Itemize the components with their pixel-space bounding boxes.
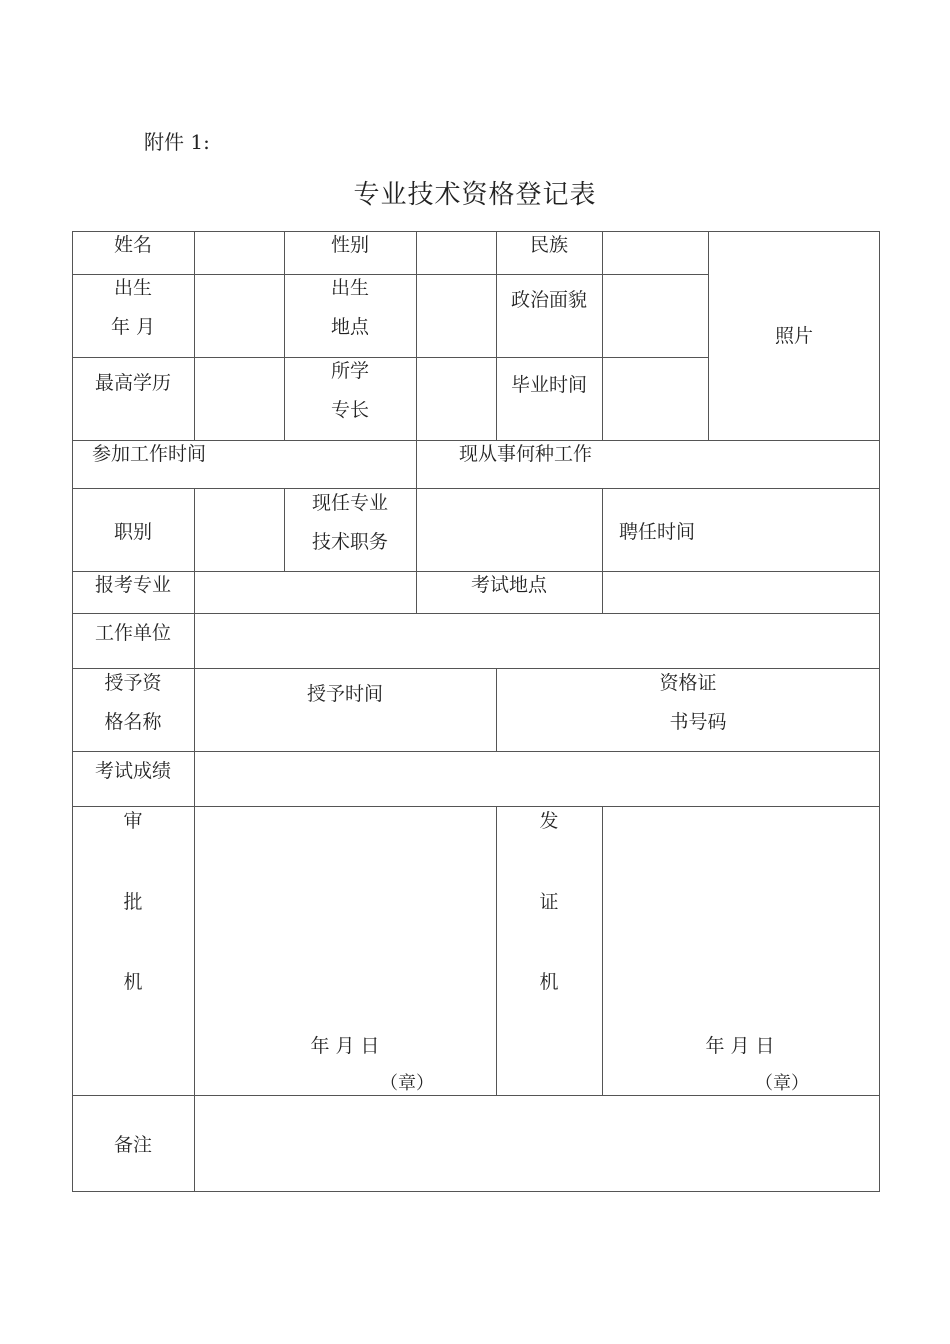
form-title: 专业技术资格登记表 <box>353 180 597 210</box>
label-photo: 照片 <box>774 325 813 347</box>
label-cert-no-line2: 书号码 <box>669 711 727 733</box>
attachment-label: 附件 1: <box>144 130 210 154</box>
label-work-start-time: 参加工作时间 <box>92 443 207 465</box>
table-rule <box>602 488 603 613</box>
label-ethnicity: 民族 <box>529 234 568 256</box>
label-approval-authority-char2: 批 <box>123 891 143 913</box>
approval-seal: （章） <box>380 1073 434 1094</box>
label-grant-time: 授予时间 <box>306 683 383 705</box>
label-cert-no-line1: 资格证 <box>659 672 717 694</box>
label-work-unit: 工作单位 <box>94 622 171 644</box>
label-birthplace-line2: 地点 <box>330 316 369 338</box>
label-approval-authority-char1: 审 <box>123 810 143 832</box>
table-rule <box>72 1191 880 1192</box>
table-rule <box>416 231 417 613</box>
label-approval-authority-char3: 机 <box>123 971 143 993</box>
label-gender: 性别 <box>330 234 369 256</box>
table-rule <box>496 668 497 751</box>
label-highest-education: 最高学历 <box>94 372 171 394</box>
label-issuer-char3: 机 <box>539 971 559 993</box>
label-current-work: 现从事何种工作 <box>459 443 593 465</box>
label-exam-location: 考试地点 <box>470 574 547 596</box>
label-major-line2: 专长 <box>330 399 369 421</box>
issuer-date: 年 月 日 <box>705 1035 775 1057</box>
label-job-level: 职别 <box>113 521 152 543</box>
label-issuer-char1: 发 <box>539 810 559 832</box>
label-major-line1: 所学 <box>330 360 369 382</box>
label-birthplace-line1: 出生 <box>330 277 369 299</box>
label-granted-title-line2: 格名称 <box>104 711 162 733</box>
registration-form-table <box>72 231 880 1191</box>
label-name: 姓名 <box>113 234 152 256</box>
label-current-title-line2: 技术职务 <box>311 531 388 553</box>
issuer-seal: （章） <box>755 1073 809 1094</box>
table-rule <box>194 231 195 440</box>
label-exam-major: 报考专业 <box>94 574 171 596</box>
label-birth-date-line2: 年 月 <box>110 316 156 338</box>
label-birth-date-line1: 出生 <box>113 277 152 299</box>
table-rule <box>879 231 880 1192</box>
label-granted-title-line1: 授予资 <box>104 672 162 694</box>
label-issuer-char2: 证 <box>539 891 559 913</box>
table-rule <box>602 231 603 440</box>
label-remarks: 备注 <box>113 1134 152 1156</box>
table-rule <box>496 806 497 1095</box>
label-current-title-line1: 现任专业 <box>311 492 388 514</box>
label-exam-score: 考试成绩 <box>94 760 171 782</box>
label-appointment-time: 聘任时间 <box>619 521 696 543</box>
table-rule <box>602 806 603 1095</box>
approval-date: 年 月 日 <box>310 1035 380 1057</box>
table-rule <box>194 488 195 1191</box>
label-political-status: 政治面貌 <box>510 289 587 311</box>
label-graduation-time: 毕业时间 <box>510 374 587 396</box>
